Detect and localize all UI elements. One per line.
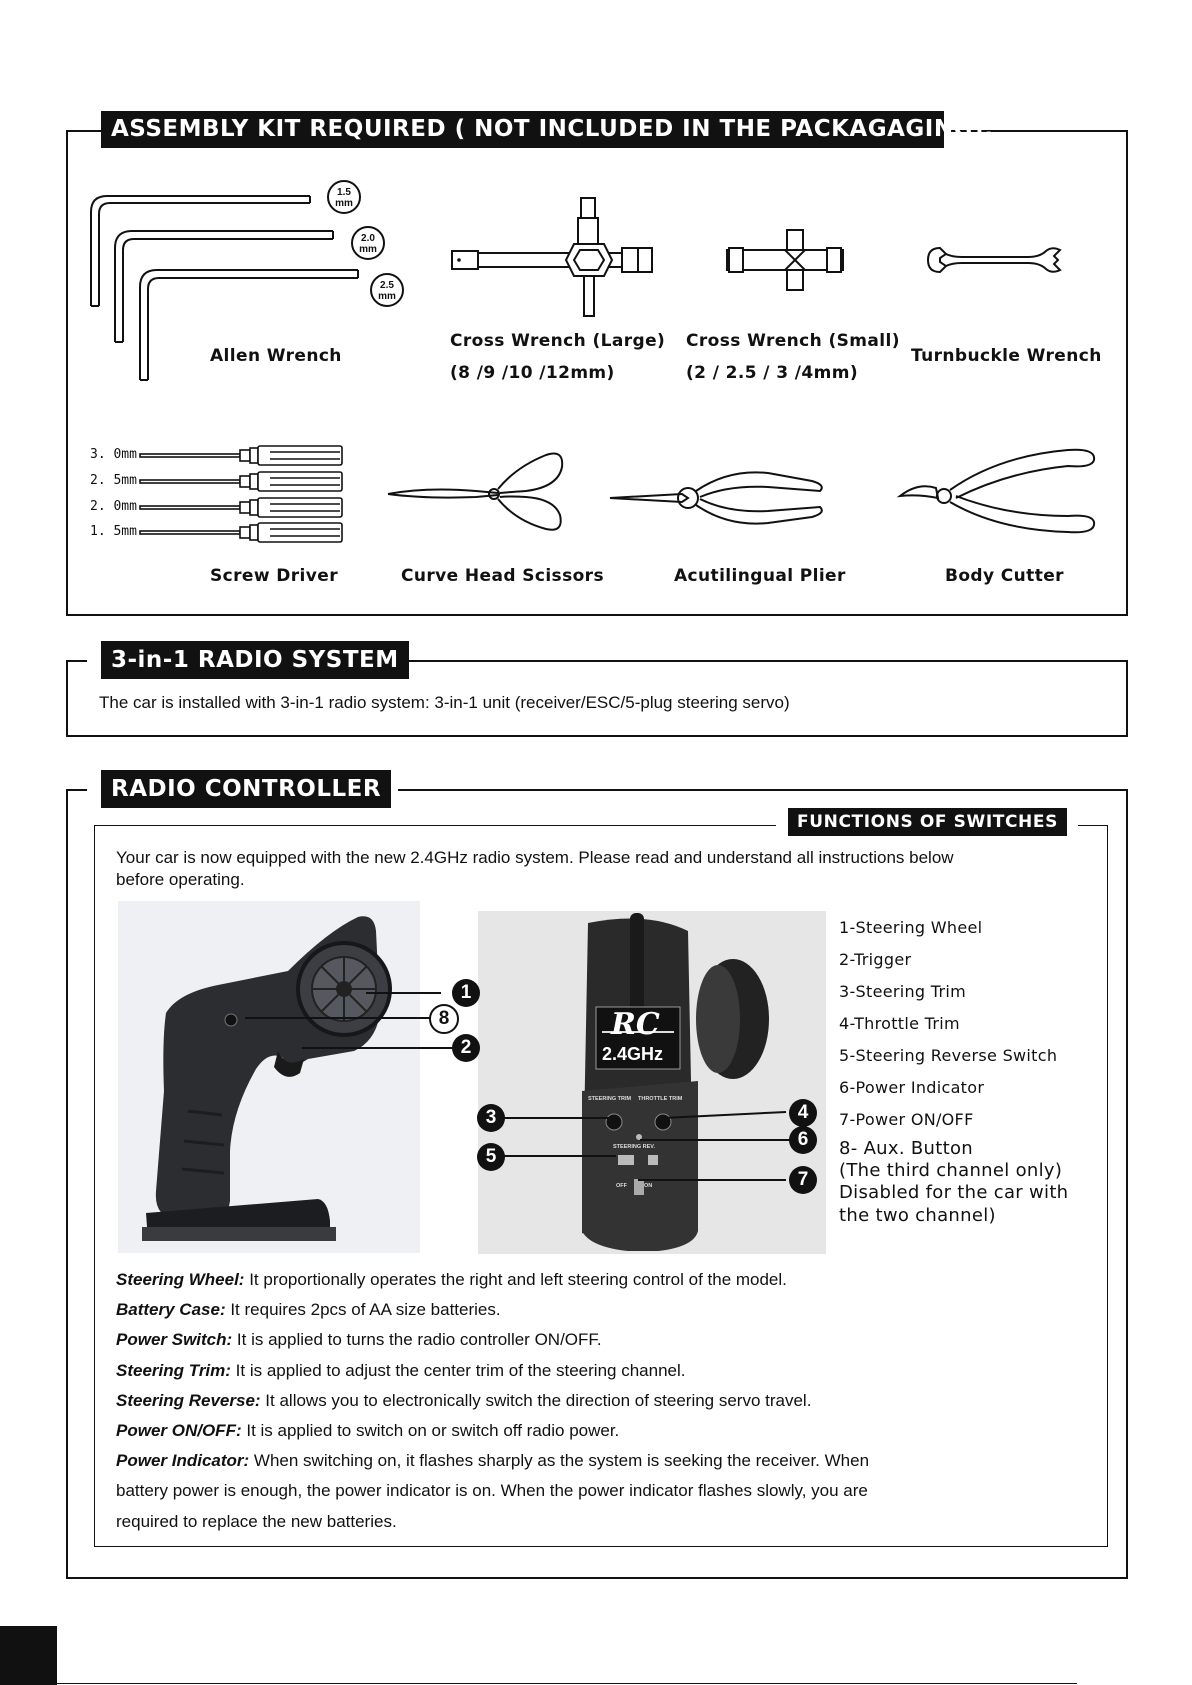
tool-label-scissors: Curve Head Scissors (401, 566, 604, 586)
callout-badge: 5 (477, 1143, 505, 1171)
allen-size-value: 2.5 (380, 280, 394, 291)
allen-size-unit: mm (335, 198, 353, 209)
intro-line-2: before operating. (116, 870, 245, 889)
description-text: It is applied to adjust the center trim of the steering channel. (230, 1360, 686, 1380)
callout-badge: 1 (452, 979, 480, 1007)
panel-label-on: ON (644, 1183, 653, 1189)
description-line (116, 1476, 869, 1506)
aux-button-line: 8- Aux. Button (839, 1138, 973, 1159)
description-text: It proportionally operates the right and left steering control of the model. (244, 1270, 787, 1289)
allen-size-value: 2.0 (361, 233, 375, 244)
tool-label-cross-large: Cross Wrench (Large) (450, 331, 666, 351)
switch-list-item: 7-Power ON/OFF (839, 1110, 974, 1129)
description-text: It allows you to electronically switch the direction of steering servo travel. (260, 1390, 812, 1410)
callout-badge: 2 (452, 1034, 480, 1062)
panel-label-steering-trim: STEERING TRIM (588, 1096, 632, 1102)
screwdriver-size: 2. 0mm (90, 499, 137, 514)
page-corner-tab (0, 1626, 57, 1685)
description-text: battery power is enough, the power indicator is on. When the power indicator flashes slowly, you are (116, 1481, 868, 1501)
panel-label-steering-rev: STEERING REV. (613, 1144, 655, 1150)
description-line (116, 1325, 869, 1355)
screwdriver-size: 3. 0mm (90, 447, 137, 462)
switch-list-item: 2-Trigger (839, 950, 912, 969)
allen-size-unit: mm (378, 291, 396, 302)
screwdriver-size: 1. 5mm (90, 524, 137, 539)
panel-label-throttle-trim: THROTTLE TRIM (638, 1096, 683, 1102)
description-term: Steering Wheel: (116, 1270, 245, 1289)
description-line (116, 1265, 869, 1295)
assembly-kit-header: ASSEMBLY KIT REQUIRED ( NOT INCLUDED IN THE PACKAGAGING): (101, 111, 944, 148)
description-term: Battery Case: (116, 1300, 226, 1320)
radio-system-header: 3-in-1 RADIO SYSTEM (101, 641, 409, 679)
callout-badge: 4 (789, 1099, 817, 1127)
description-text: It is applied to turns the radio controller ON/OFF. (232, 1330, 602, 1350)
switch-list-item: 4-Throttle Trim (839, 1014, 960, 1033)
tool-label-cross-small: Cross Wrench (Small) (686, 331, 900, 351)
tool-label-cutter: Body Cutter (945, 566, 1064, 586)
description-term: Steering Reverse: (116, 1390, 261, 1410)
description-line (116, 1386, 869, 1416)
functions-header: FUNCTIONS OF SWITCHES (788, 808, 1067, 836)
function-descriptions (116, 1265, 869, 1537)
intro-line-1: Your car is now equipped with the new 2.4GHz radio system. Please read and understand all instructions below (116, 848, 954, 867)
allen-size-value: 1.5 (337, 187, 351, 198)
tool-label-turnbuckle: Turnbuckle Wrench (911, 346, 1102, 366)
footer-rule (57, 1683, 1077, 1684)
aux-button-line: Disabled for the car with (839, 1182, 1069, 1203)
description-term: Power Indicator: (116, 1451, 250, 1471)
panel-label-off: OFF (616, 1183, 627, 1189)
description-line (116, 1446, 869, 1476)
description-line (116, 1507, 869, 1537)
description-term: Steering Trim: (116, 1360, 231, 1380)
switch-list-item: 3-Steering Trim (839, 982, 967, 1001)
aux-button-line: the two channel) (839, 1205, 996, 1226)
callout-badge: 6 (789, 1126, 817, 1154)
display-logo: RC (611, 1007, 660, 1042)
callout-badge: 8 (429, 1004, 459, 1034)
tool-label-screwdriver: Screw Driver (210, 566, 338, 586)
description-text: required to replace the new batteries. (116, 1511, 397, 1531)
screwdriver-size: 2. 5mm (90, 473, 137, 488)
aux-button-line: (The third channel only) (839, 1160, 1063, 1181)
display-frequency: 2.4GHz (602, 1044, 664, 1064)
description-text: It is applied to switch on or switch off radio power. (241, 1420, 620, 1440)
radio-controller-header: RADIO CONTROLLER (101, 770, 391, 808)
tool-label-plier: Acutilingual Plier (674, 566, 846, 586)
description-line (116, 1295, 869, 1325)
switch-list-item: 5-Steering Reverse Switch (839, 1046, 1058, 1065)
tool-sizes-cross-large: (8 /9 /10 /12mm) (450, 363, 615, 383)
description-term: Power ON/OFF: (116, 1420, 242, 1440)
tool-sizes-cross-small: (2 / 2.5 / 3 /4mm) (686, 363, 858, 383)
radio-system-text: The car is installed with 3-in-1 radio system: 3-in-1 unit (receiver/ESC/5-plug steering servo) (99, 693, 790, 712)
description-term: Power Switch: (116, 1330, 233, 1350)
description-line (116, 1416, 869, 1446)
callout-badge: 7 (789, 1166, 817, 1194)
switch-list-item: 6-Power Indicator (839, 1078, 985, 1097)
allen-size-unit: mm (359, 244, 377, 255)
description-text: When switching on, it flashes sharply as the system is seeking the receiver. When (249, 1451, 870, 1471)
description-text: It requires 2pcs of AA size batteries. (225, 1300, 501, 1320)
callout-badge: 3 (477, 1104, 505, 1132)
tool-label-allen: Allen Wrench (210, 346, 342, 366)
switch-list-item: 1-Steering Wheel (839, 918, 983, 937)
description-line (116, 1356, 869, 1386)
